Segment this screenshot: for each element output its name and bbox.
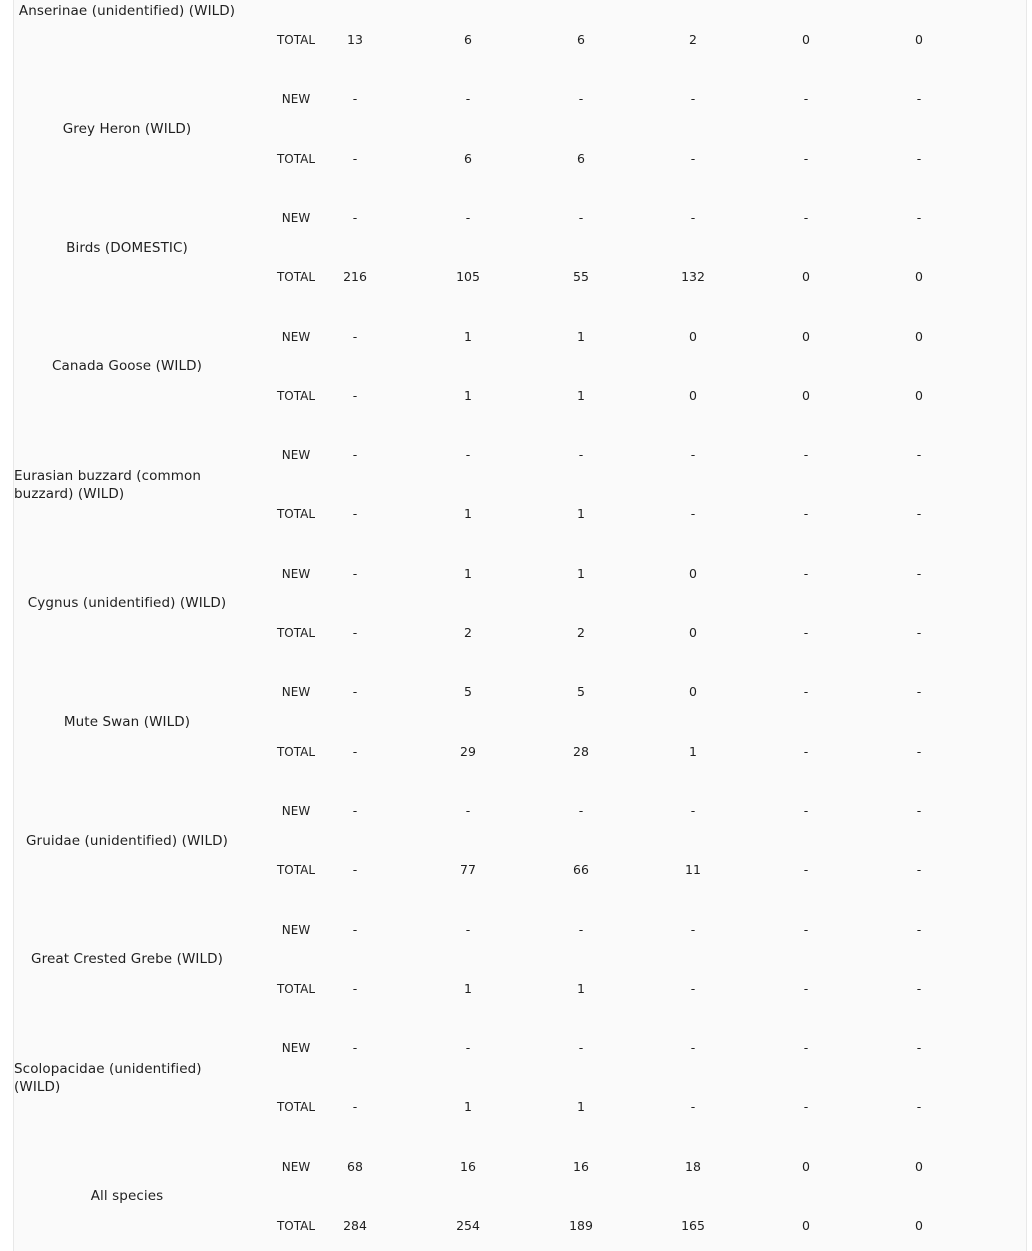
table-cell: 0 xyxy=(915,328,923,344)
table-cell: - xyxy=(916,1040,922,1056)
table-cell: 2 xyxy=(577,625,585,640)
table-cell: - xyxy=(578,1040,584,1056)
row-type-label: TOTAL xyxy=(276,507,316,522)
table-cell: - xyxy=(690,447,696,463)
table-cell: 55 xyxy=(573,269,589,285)
table-cell: 68 xyxy=(347,1158,363,1174)
table-row xyxy=(14,1038,1028,1058)
table-cell: - xyxy=(803,625,809,640)
row-type-label: NEW xyxy=(281,685,311,700)
table-cell: 6 xyxy=(464,150,472,166)
table-cell: - xyxy=(916,447,922,463)
table-cell: 1 xyxy=(577,565,585,581)
table-cell: 6 xyxy=(577,150,585,166)
table-cell: - xyxy=(578,209,584,225)
table-cell: - xyxy=(803,1099,809,1115)
row-type-label: NEW xyxy=(281,329,311,344)
table-cell: - xyxy=(352,447,358,463)
table-row xyxy=(14,89,1028,109)
row-type-label: TOTAL xyxy=(276,1219,316,1233)
table-cell: - xyxy=(352,387,358,403)
table-row xyxy=(14,564,1028,584)
row-type-label: TOTAL xyxy=(276,744,316,759)
table-row xyxy=(14,682,1028,702)
table-cell: - xyxy=(352,150,358,166)
species-name: All species xyxy=(90,1188,164,1205)
table-row xyxy=(14,1216,1028,1236)
table-cell: - xyxy=(916,1099,922,1115)
table-cell: 105 xyxy=(456,269,480,285)
row-type-label: TOTAL xyxy=(276,388,316,403)
table-cell: - xyxy=(690,1040,696,1056)
row-type-label: TOTAL xyxy=(276,270,316,285)
table-cell: - xyxy=(803,1040,809,1056)
table-cell: 0 xyxy=(689,625,697,640)
table-cell: - xyxy=(465,209,471,225)
row-type-label: TOTAL xyxy=(276,626,316,640)
table-cell: - xyxy=(465,802,471,818)
table-cell: - xyxy=(690,980,696,996)
table-row xyxy=(14,1097,1028,1117)
table-cell: - xyxy=(465,91,471,107)
table-cell: - xyxy=(916,684,922,700)
table-row xyxy=(14,208,1028,228)
row-type-label: TOTAL xyxy=(276,33,316,47)
row-type-label: NEW xyxy=(281,922,311,937)
table-cell: - xyxy=(690,802,696,818)
table-cell: 1 xyxy=(464,1099,472,1115)
species-name: Canada Goose (WILD) xyxy=(52,358,202,375)
table-cell: 66 xyxy=(573,862,589,878)
table-cell: 0 xyxy=(802,387,810,403)
table-row xyxy=(14,801,1028,821)
table-cell: 2 xyxy=(464,625,472,640)
table-cell: - xyxy=(916,921,922,937)
table-cell: 18 xyxy=(685,1158,701,1174)
table-cell: 77 xyxy=(460,862,476,878)
row-type-label: NEW xyxy=(281,448,311,463)
table-cell: - xyxy=(803,743,809,759)
table-cell: 0 xyxy=(915,1158,923,1174)
species-name: Great Crested Grebe (WILD) xyxy=(31,951,223,968)
table-cell: - xyxy=(352,980,358,996)
table-cell: 0 xyxy=(802,32,810,47)
table-cell: - xyxy=(916,862,922,878)
table-cell: - xyxy=(352,862,358,878)
table-cell: - xyxy=(916,150,922,166)
table-cell: - xyxy=(803,91,809,107)
table-cell: - xyxy=(916,209,922,225)
table-cell: - xyxy=(916,802,922,818)
species-name: Scolopacidae (unidentified) (WILD) xyxy=(14,1060,202,1095)
table-cell: - xyxy=(916,743,922,759)
table-cell: - xyxy=(352,921,358,937)
table-cell: - xyxy=(352,91,358,107)
table-cell: 0 xyxy=(689,684,697,700)
table-cell: 1 xyxy=(464,565,472,581)
species-name: Eurasian buzzard (common buzzard) (WILD) xyxy=(14,467,202,502)
table-cell: 1 xyxy=(577,328,585,344)
table-cell: - xyxy=(578,921,584,937)
table-cell: - xyxy=(690,921,696,937)
table-cell: - xyxy=(352,506,358,522)
table-cell: 132 xyxy=(681,269,705,285)
table-cell: - xyxy=(803,684,809,700)
table-cell: 1 xyxy=(577,387,585,403)
table-cell: 1 xyxy=(577,1099,585,1115)
table-cell: - xyxy=(578,91,584,107)
table-cell: - xyxy=(690,209,696,225)
table-cell: 0 xyxy=(915,1218,923,1233)
species-name: Mute Swan (WILD) xyxy=(63,713,191,730)
species-name: Anserinae (unidentified) (WILD) xyxy=(18,3,236,19)
table-cell: - xyxy=(803,209,809,225)
table-cell: - xyxy=(690,506,696,522)
table-cell: - xyxy=(352,625,358,640)
table-cell: 6 xyxy=(464,32,472,47)
table-cell: 16 xyxy=(460,1158,476,1174)
table-row xyxy=(14,920,1028,940)
row-type-label: TOTAL xyxy=(276,981,316,996)
table-cell: 1 xyxy=(577,506,585,522)
table-row xyxy=(14,386,1028,406)
table-cell: - xyxy=(352,802,358,818)
table-cell: - xyxy=(803,150,809,166)
table-cell: 0 xyxy=(802,269,810,285)
outbreak-table xyxy=(13,0,1027,1251)
table-cell: - xyxy=(465,1040,471,1056)
table-cell: - xyxy=(465,447,471,463)
table-cell: 1 xyxy=(464,387,472,403)
table-cell: - xyxy=(803,565,809,581)
table-cell: 0 xyxy=(689,565,697,581)
table-cell: 216 xyxy=(343,269,367,285)
table-cell: - xyxy=(578,802,584,818)
row-type-label: NEW xyxy=(281,92,311,107)
table-row xyxy=(14,860,1028,880)
table-cell: 2 xyxy=(689,32,697,47)
table-cell: 1 xyxy=(464,506,472,522)
table-cell: - xyxy=(352,684,358,700)
table-row xyxy=(14,327,1028,347)
table-cell: - xyxy=(916,506,922,522)
table-cell: 11 xyxy=(685,862,701,878)
row-type-label: TOTAL xyxy=(276,151,316,166)
table-cell: 189 xyxy=(569,1218,593,1233)
table-cell: - xyxy=(690,150,696,166)
table-cell: - xyxy=(352,328,358,344)
table-cell: 284 xyxy=(343,1218,367,1233)
table-cell: 1 xyxy=(689,743,697,759)
table-cell: - xyxy=(690,91,696,107)
table-row xyxy=(14,30,1028,50)
table-cell: - xyxy=(352,743,358,759)
table-row xyxy=(14,267,1028,287)
table-cell: 16 xyxy=(573,1158,589,1174)
table-cell: - xyxy=(916,565,922,581)
table-cell: 5 xyxy=(577,684,585,700)
table-row xyxy=(14,742,1028,762)
table-cell: 254 xyxy=(456,1218,480,1233)
table-cell: 28 xyxy=(573,743,589,759)
table-row xyxy=(14,623,1028,643)
table-row xyxy=(14,979,1028,999)
table-cell: 13 xyxy=(347,32,363,47)
table-cell: 0 xyxy=(915,387,923,403)
row-type-label: NEW xyxy=(281,1159,311,1174)
table-cell: - xyxy=(803,921,809,937)
table-cell: 6 xyxy=(577,32,585,47)
table-cell: - xyxy=(803,802,809,818)
table-cell: - xyxy=(352,565,358,581)
table-cell: - xyxy=(803,862,809,878)
table-row xyxy=(14,149,1028,169)
species-name: Cygnus (unidentified) (WILD) xyxy=(27,595,227,612)
table-cell: - xyxy=(916,625,922,640)
table-cell: 0 xyxy=(802,328,810,344)
table-cell: - xyxy=(352,209,358,225)
table-cell: 0 xyxy=(689,328,697,344)
table-cell: 0 xyxy=(802,1158,810,1174)
table-cell: - xyxy=(803,980,809,996)
table-cell: 29 xyxy=(460,743,476,759)
species-name: Gruidae (unidentified) (WILD) xyxy=(26,832,228,849)
table-row xyxy=(14,445,1028,465)
table-cell: - xyxy=(916,91,922,107)
table-cell: 0 xyxy=(915,269,923,285)
table-cell: 0 xyxy=(802,1218,810,1233)
species-name: Birds (DOMESTIC) xyxy=(66,239,188,256)
row-type-label: NEW xyxy=(281,1041,311,1056)
row-type-label: NEW xyxy=(281,210,311,225)
table-cell: - xyxy=(690,1099,696,1115)
table-cell: - xyxy=(465,921,471,937)
table-cell: 1 xyxy=(577,980,585,996)
table-cell: 1 xyxy=(464,980,472,996)
row-type-label: TOTAL xyxy=(276,863,316,878)
table-cell: 1 xyxy=(464,328,472,344)
table-cell: - xyxy=(916,980,922,996)
table-cell: 0 xyxy=(915,32,923,47)
row-type-label: TOTAL xyxy=(276,1100,316,1115)
table-cell: 165 xyxy=(681,1218,705,1233)
table-row xyxy=(14,504,1028,524)
table-row xyxy=(14,1157,1028,1177)
table-cell: - xyxy=(352,1040,358,1056)
table-cell: 0 xyxy=(689,387,697,403)
species-name: Grey Heron (WILD) xyxy=(62,120,192,137)
table-cell: - xyxy=(803,506,809,522)
row-type-label: NEW xyxy=(281,566,311,581)
table-cell: - xyxy=(578,447,584,463)
table-cell: - xyxy=(803,447,809,463)
table-cell: - xyxy=(352,1099,358,1115)
table-cell: 5 xyxy=(464,684,472,700)
row-type-label: NEW xyxy=(281,803,311,818)
